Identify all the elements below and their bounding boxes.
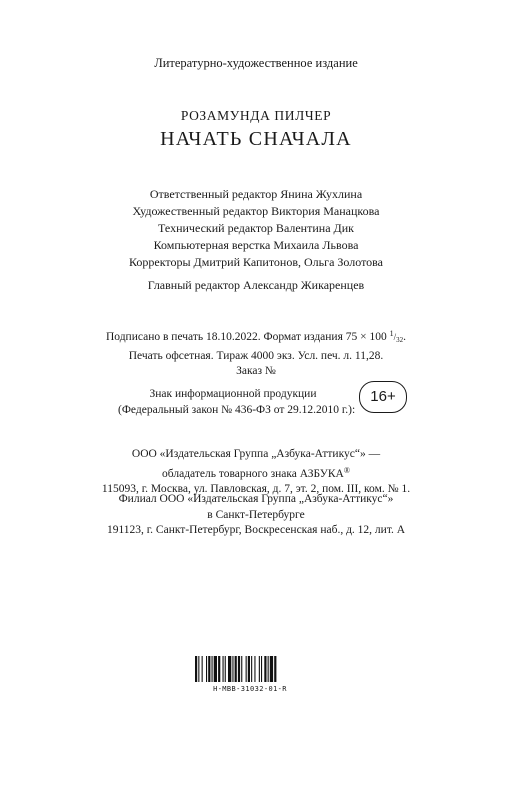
series-label: Литературно-художественное издание (154, 56, 358, 70)
barcode (195, 656, 305, 693)
barcode-bars-icon (195, 656, 305, 682)
order-number-line: Заказ № (236, 365, 276, 377)
format-fraction (389, 329, 404, 344)
format-slash: / (393, 332, 397, 342)
publisher-name: ООО «Издательская Группа „Азбука-Аттикус“» — (131, 448, 381, 460)
credits-block (0, 186, 512, 271)
info-sign-law: (Федеральный закон № 436-ФЗ от 29.12.2010 г.): (118, 403, 356, 416)
author-name: РОЗАМУНДА ПИЛЧЕР (180, 108, 332, 123)
publisher-block (0, 447, 512, 498)
branch-name: Филиал ООО «Издательская Группа „Азбука-Аттикус“» (118, 493, 394, 505)
credit-line: Технический редактор Валентина Дик (158, 221, 354, 235)
barcode-code: Н-МВВ-31032-01-R (213, 685, 287, 693)
print-info-end: . (403, 331, 406, 343)
branch-address: 191123, г. Санкт-Петербург, Воскресенская наб., д. 12, лит. А (106, 524, 406, 536)
publisher-trademark-text: обладатель товарного знака АЗБУКА (162, 467, 344, 480)
format-denominator: 32 (396, 336, 404, 344)
book-title: НАЧАТЬ СНАЧАЛА (160, 128, 352, 150)
publisher-address: 115093, г. Москва, ул. Павловская, д. 7, эт. 2, пом. III, ком. № 1. (101, 483, 411, 495)
branch-city: в Санкт-Петербурге (207, 508, 305, 521)
info-sign-line: Знак информационной продукции (149, 388, 317, 400)
credit-line: Компьютерная верстка Михаила Львова (153, 238, 359, 252)
print-info-line (0, 326, 512, 349)
publisher-trademark-line (0, 463, 512, 483)
print-info (0, 326, 512, 380)
registered-mark: ® (343, 465, 350, 475)
credit-line: Корректоры Дмитрий Капитонов, Ольга Золотова (129, 255, 383, 269)
chief-editor: Главный редактор Александр Жикаренцев (147, 278, 365, 292)
print-info-text: Подписано в печать 18.10.2022. Формат издания 75 × 100 (105, 331, 390, 343)
format-numerator: 1 (389, 329, 394, 338)
info-product-sign (118, 387, 356, 418)
credit-line: Ответственный редактор Янина Жухлина (149, 187, 363, 201)
credit-line: Художественный редактор Виктория Манацкова (132, 204, 380, 218)
age-rating-badge: 16+ (359, 381, 407, 413)
branch-block (0, 492, 512, 539)
print-info-line: Печать офсетная. Тираж 4000 экз. Усл. печ. л. 11,28. (128, 349, 384, 362)
